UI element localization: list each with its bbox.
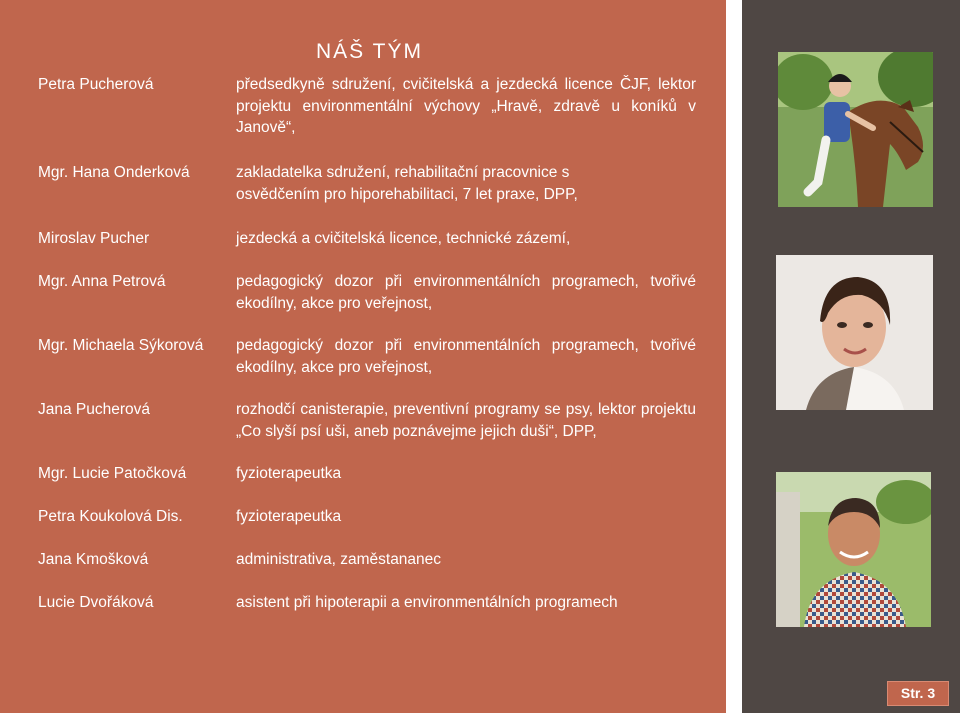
member-name: Miroslav Pucher <box>38 230 150 247</box>
member-name: Jana Pucherová <box>38 401 151 418</box>
member-name: Mgr. Michaela Sýkorová <box>38 337 204 354</box>
rider-horse-photo <box>778 52 933 207</box>
member-name: Lucie Dvořáková <box>38 594 154 611</box>
member-role: administrativa, zaměstananec <box>236 551 442 568</box>
member-role: asistent při hipoterapii a environmentálních programech <box>236 594 618 611</box>
member-name: Mgr. Lucie Patočková <box>38 465 187 482</box>
member-name: Petra Pucherová <box>38 76 154 93</box>
member-role: rozhodčí canisterapie, preventivní programy se psy, lektor projektu „Co slyší psí uši, aneb poznávejme jejich duši“, DPP, <box>236 401 696 440</box>
page-number-badge: Str. 3 <box>887 681 949 706</box>
member-name: Mgr. Hana Onderková <box>38 164 190 181</box>
member-role: fyzioterapeutka <box>236 465 342 482</box>
member-name: Jana Kmošková <box>38 551 149 568</box>
member-role: fyzioterapeutka <box>236 508 342 525</box>
woman-portrait-photo <box>776 255 933 410</box>
member-role: předsedkyně sdružení, cvičitelská a jezdecká licence ČJF, lektor projektu environmentální výchovy „Hravě, zdravě u koníků v Janově“, <box>236 76 696 136</box>
page-title: NÁŠ TÝM <box>316 40 423 63</box>
member-role: jezdecká a cvičitelská licence, technické zázemí, <box>236 230 571 247</box>
member-name: Petra Koukolová Dis. <box>38 508 183 525</box>
man-portrait-photo <box>776 472 931 627</box>
member-role: zakladatelka sdružení, rehabilitační pracovnice s osvědčením pro hiporehabilitaci, 7 let praxe, DPP, <box>236 164 578 203</box>
member-role: pedagogický dozor při environmentálních programech, tvořivé ekodílny, akce pro veřejnost, <box>236 273 696 312</box>
member-role: pedagogický dozor při environmentálních programech, tvořivé ekodílny, akce pro veřejnost, <box>236 337 696 376</box>
member-name: Mgr. Anna Petrová <box>38 273 166 290</box>
